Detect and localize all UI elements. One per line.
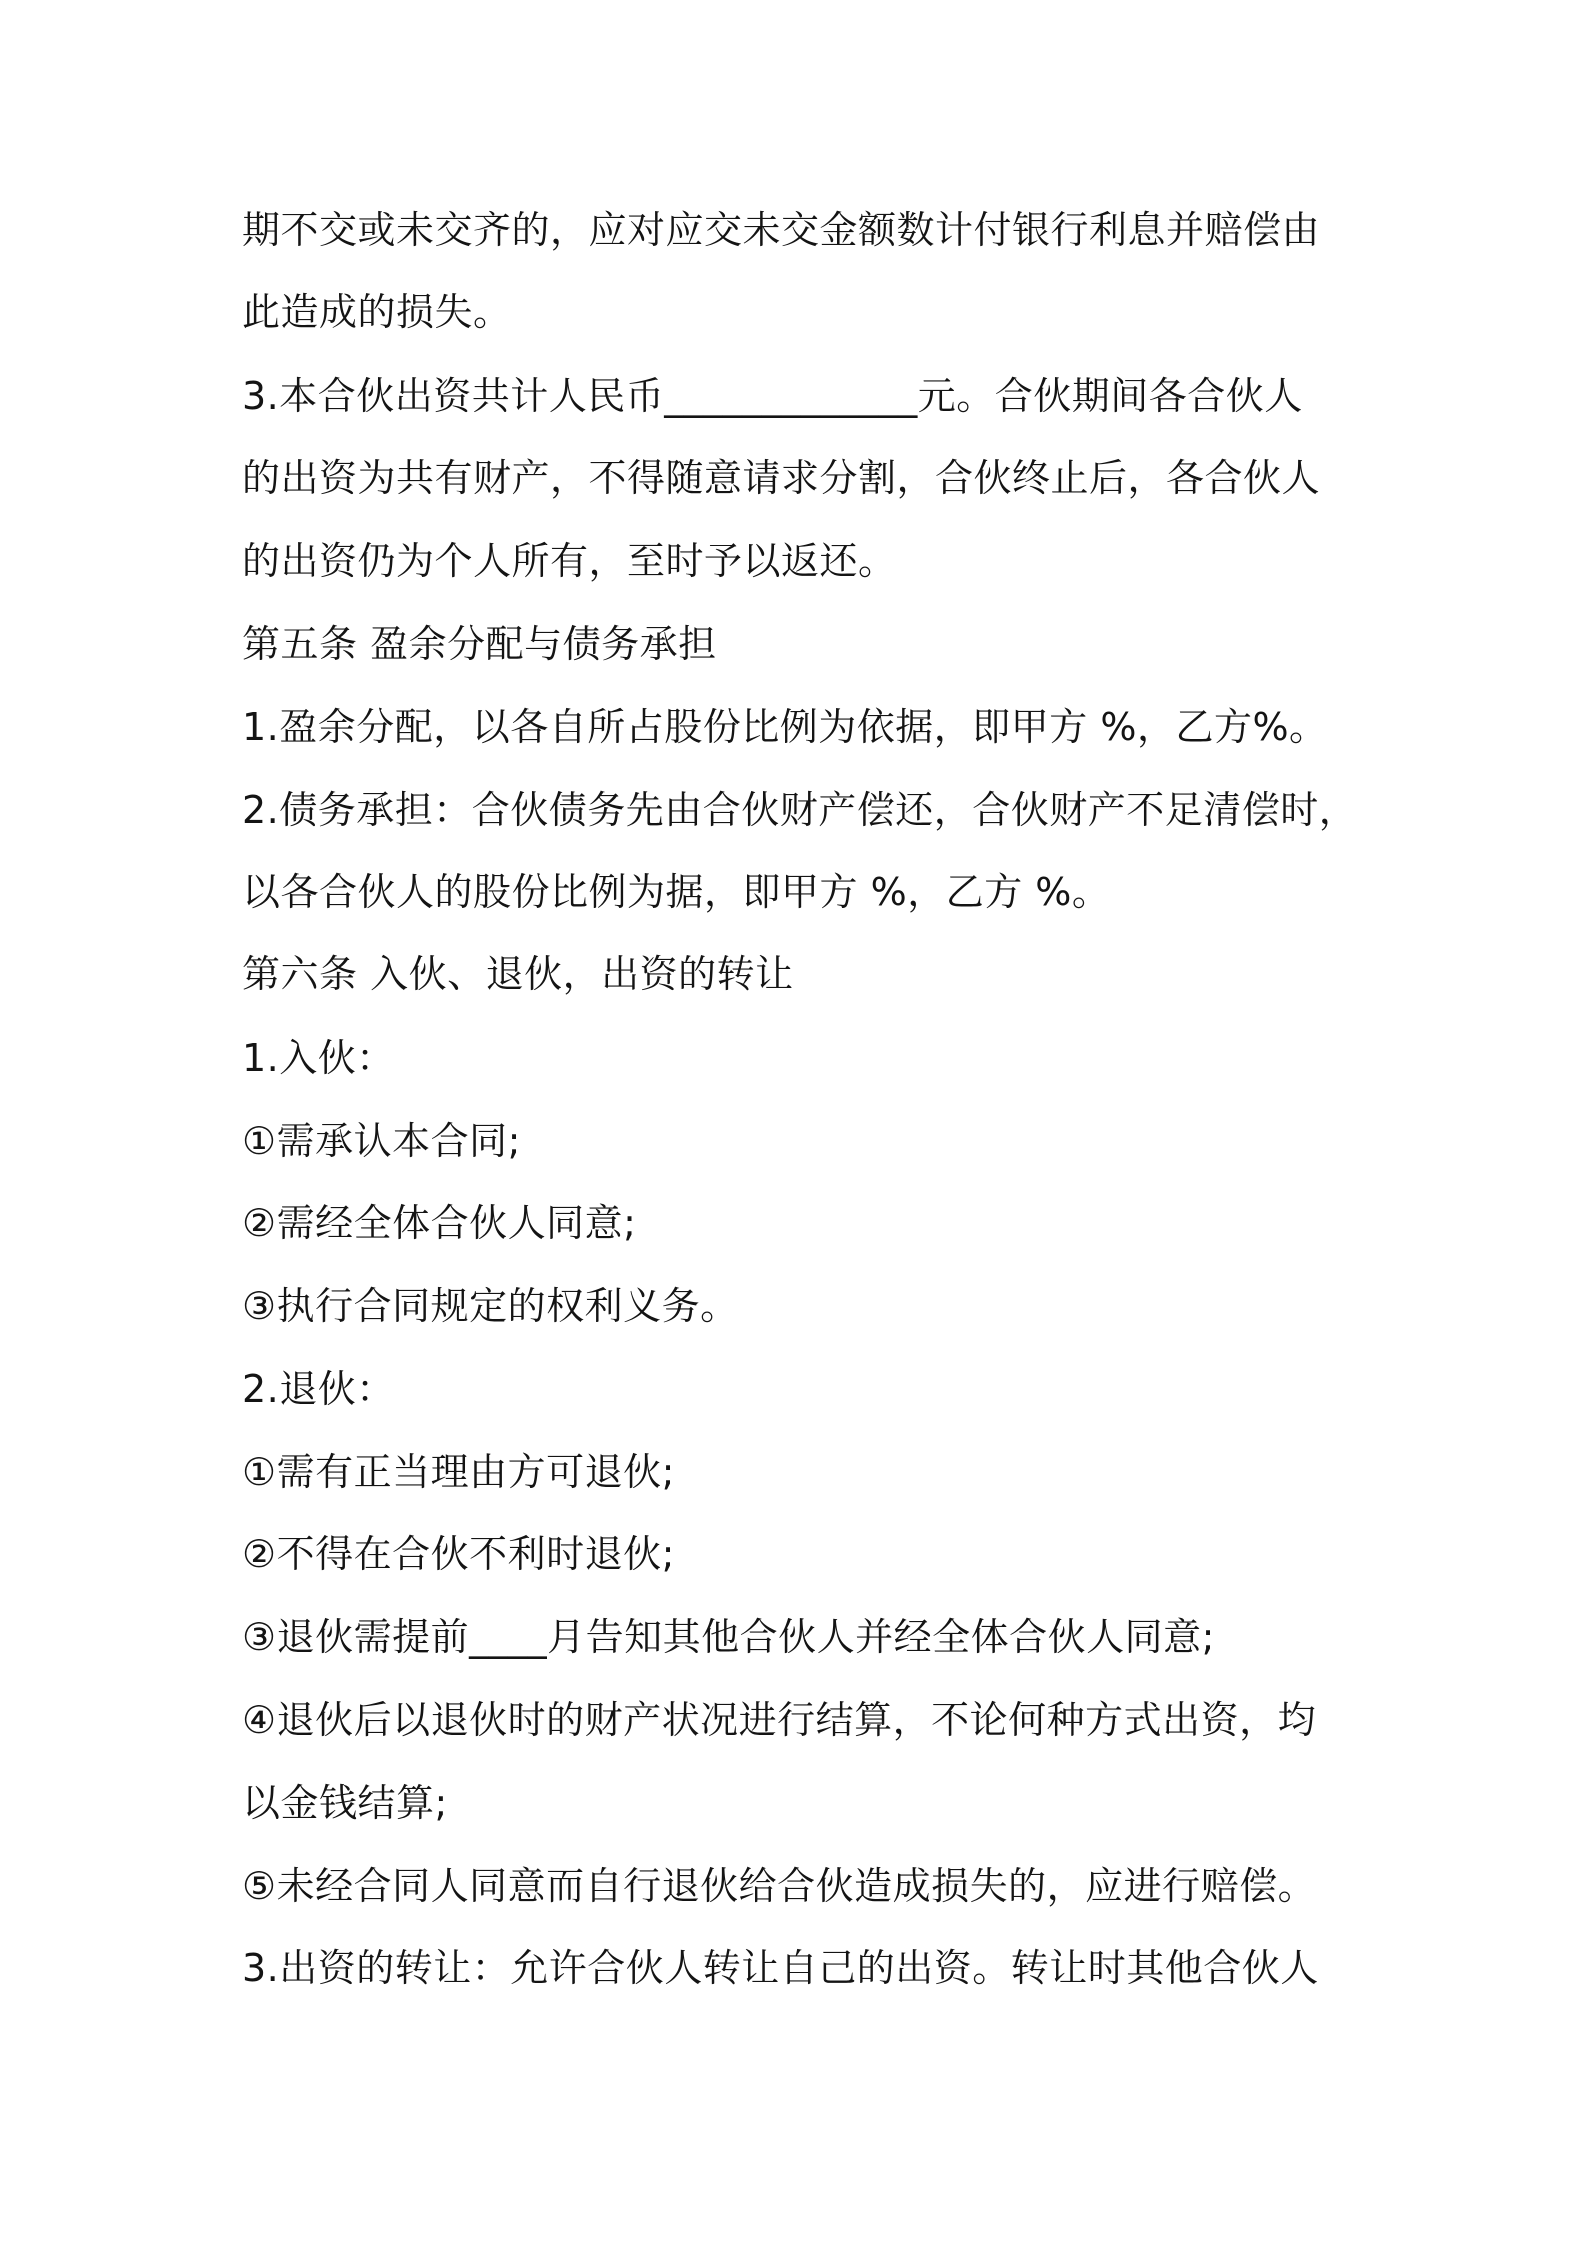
paragraph-line: 期不交或未交齐的，应对应交未交金额数计付银行利息并赔偿由: [242, 208, 1321, 252]
paragraph-line: 的出资仍为个人所有，至时予以返还。: [242, 539, 897, 583]
list-item: ⑤未经合同人同意而自行退伙给合伙造成损失的，应进行赔偿。: [242, 1864, 1317, 1908]
paragraph-line: 此造成的损失。: [242, 290, 512, 334]
list-item: 1.入伙：: [242, 1036, 395, 1080]
section-heading: 第六条 入伙、退伙，出资的转让: [242, 952, 794, 996]
list-item: ①需承认本合同;: [242, 1119, 521, 1163]
list-item: 3.出资的转让：允许合伙人转让自己的出资。转让时其他合伙人: [242, 1946, 1319, 1990]
paragraph-line: 的出资为共有财产，不得随意请求分割，合伙终止后，各合伙人: [242, 456, 1321, 500]
list-item: ④退伙后以退伙时的财产状况进行结算，不论何种方式出资，均: [242, 1698, 1317, 1742]
list-item: ②需经全体合伙人同意;: [242, 1201, 637, 1245]
list-item: ②不得在合伙不利时退伙;: [242, 1532, 675, 1576]
paragraph-line: 1.盈余分配，以各自所占股份比例为依据，即甲方 %，乙方%。: [242, 705, 1328, 749]
paragraph-line: 3.本合伙出资共计人民币_____________元。合伙期间各合伙人: [242, 374, 1303, 418]
list-item: ③执行合同规定的权利义务。: [242, 1284, 739, 1328]
list-item: ③退伙需提前____月告知其他合伙人并经全体合伙人同意;: [242, 1615, 1215, 1659]
list-item: 以金钱结算;: [242, 1781, 448, 1825]
paragraph-line: 以各合伙人的股份比例为据，即甲方 %，乙方 %。: [242, 870, 1111, 914]
paragraph-line: 2.债务承担：合伙债务先由合伙财产偿还，合伙财产不足清偿时，: [242, 788, 1358, 832]
list-item: 2.退伙：: [242, 1367, 395, 1411]
section-heading: 第五条 盈余分配与债务承担: [242, 622, 717, 666]
list-item: ①需有正当理由方可退伙;: [242, 1450, 675, 1494]
